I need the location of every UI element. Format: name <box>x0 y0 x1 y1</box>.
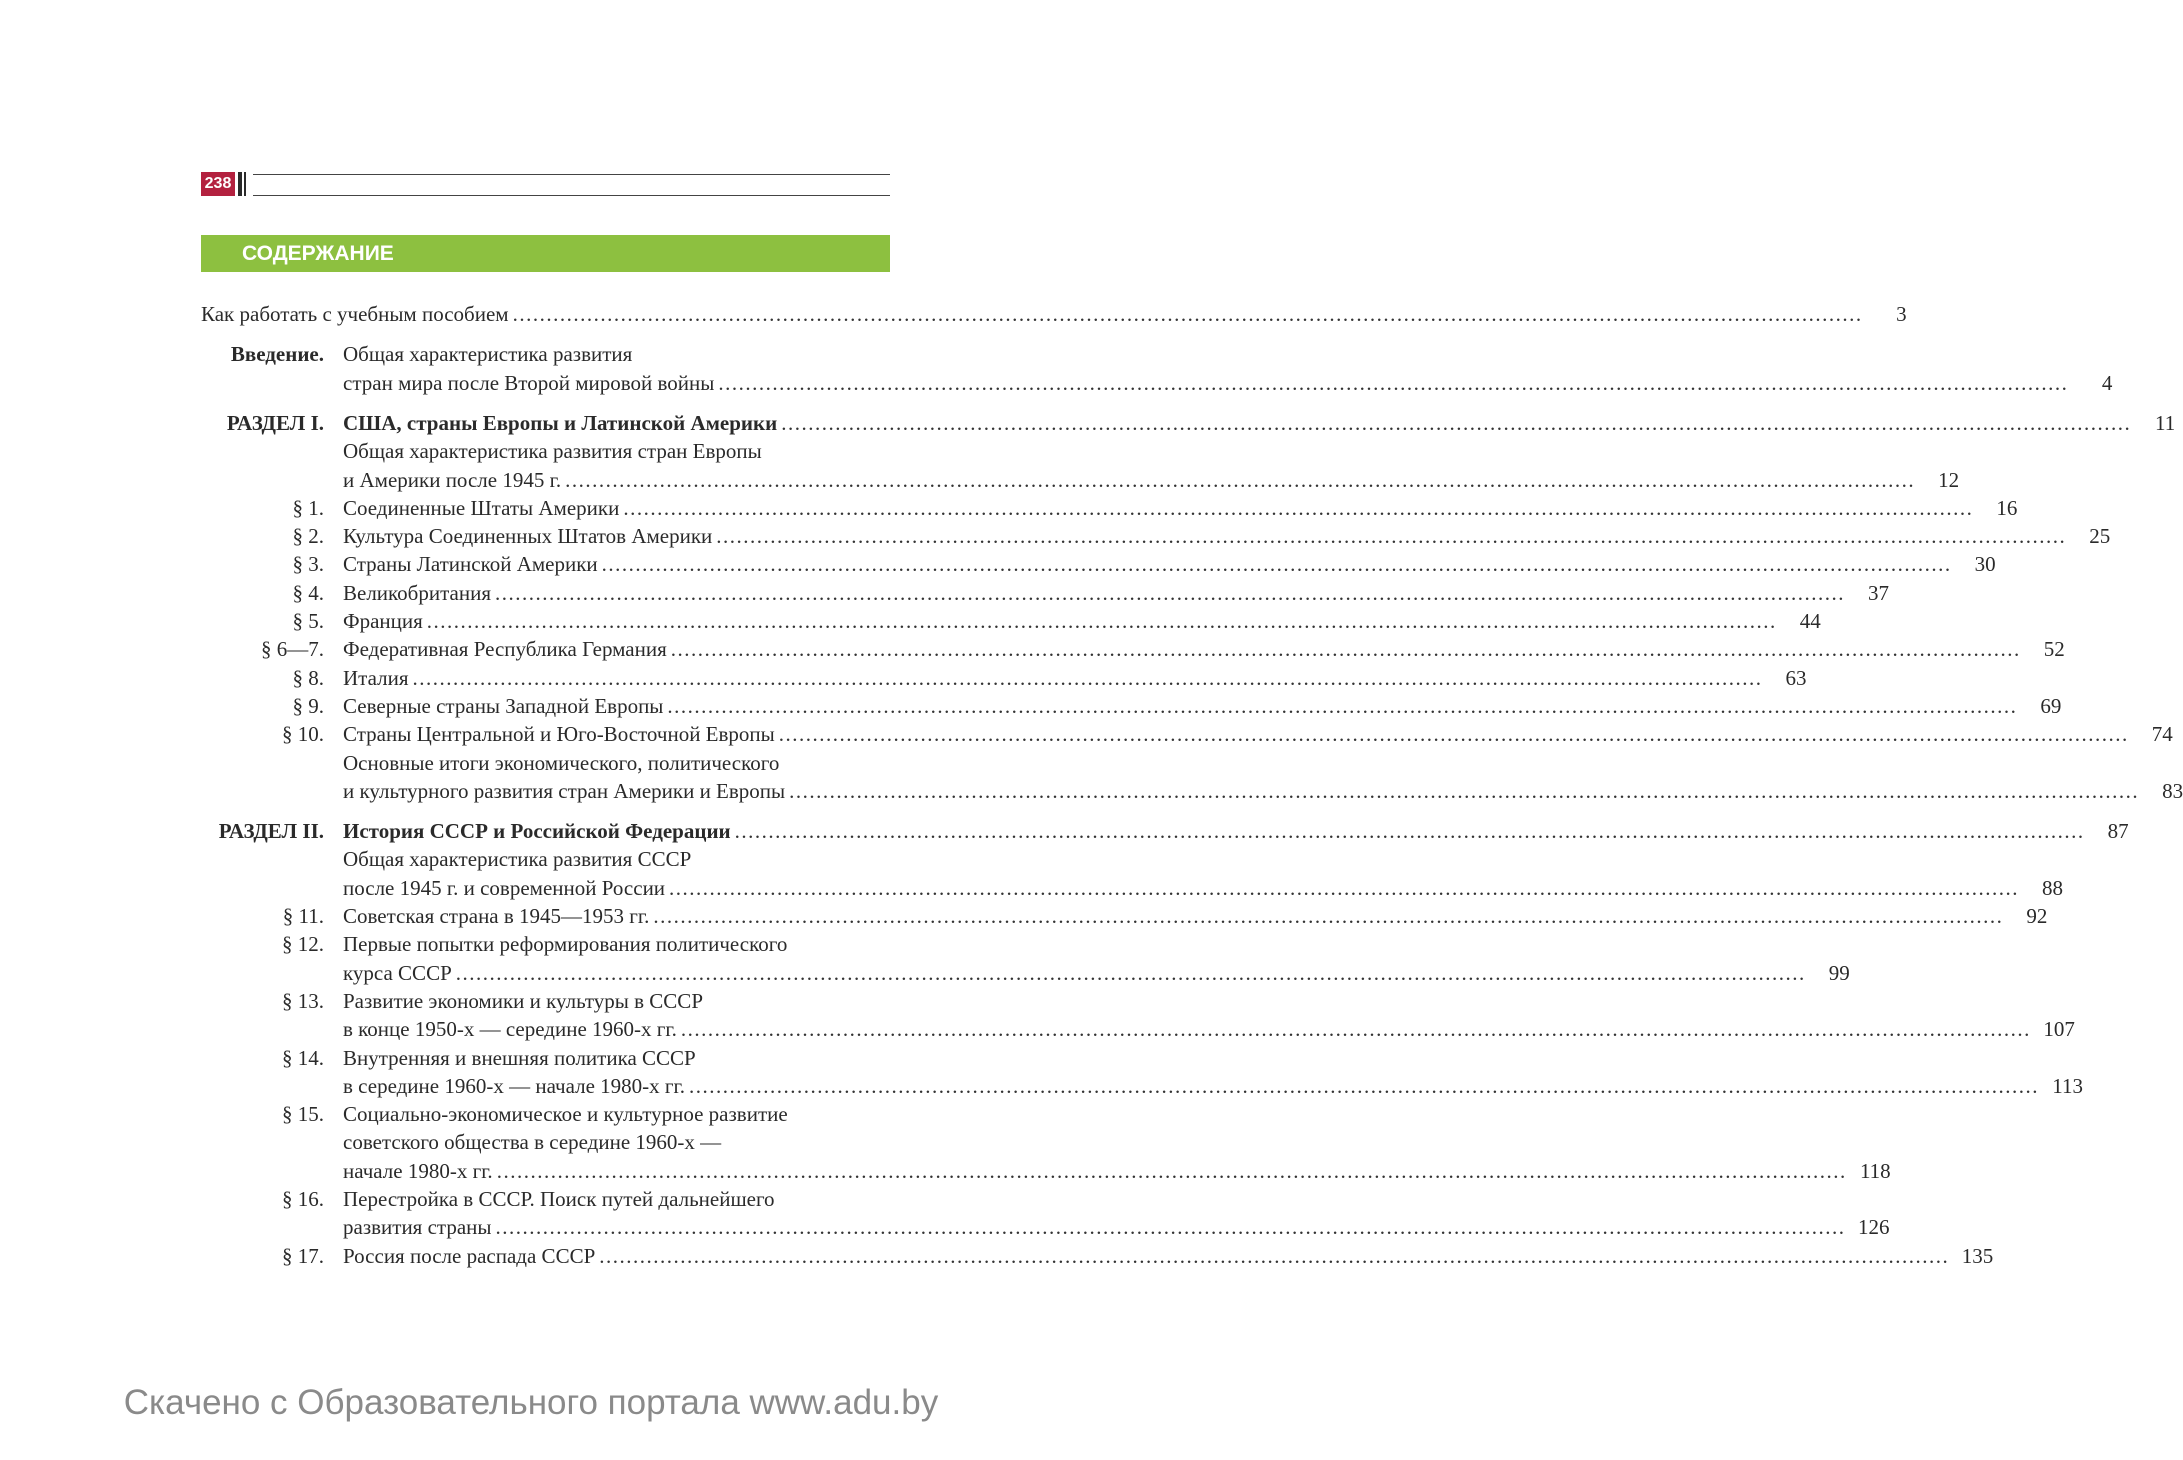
toc-entry-label: § 8. <box>292 665 324 690</box>
toc-entry-title: Культура Соединенных Штатов Америки <box>343 524 713 549</box>
dot-leader: ........................................................................................................................................................................................................ <box>565 467 1916 492</box>
toc-entry[interactable] <box>343 720 2173 748</box>
toc-entry-title: советского общества в середине 1960-х — <box>343 1130 722 1155</box>
toc-entry-label: § 2. <box>292 524 324 549</box>
toc-entry[interactable] <box>343 1015 2075 1043</box>
dot-leader: ........................................................................................................................................................................................................ <box>680 1017 2031 1042</box>
dot-leader: ........................................................................................................................................................................................................ <box>496 1158 1847 1183</box>
toc-entry-title: Социально-экономическое и культурное развитие <box>343 1102 788 1127</box>
toc-page-number: 99 <box>1828 960 1850 985</box>
toc-entry-title: Советская страна в 1945—1953 гг. <box>343 904 650 928</box>
toc-page-number: 3 <box>1896 302 1907 326</box>
toc-entry-label: § 4. <box>292 580 324 605</box>
toc-entry[interactable] <box>343 874 2064 902</box>
dot-leader: ........................................................................................................................................................................................................ <box>734 819 2085 844</box>
toc-entry-label: § 10. <box>282 722 324 747</box>
toc-entry[interactable] <box>343 1072 2084 1100</box>
toc-entry-title: Основные итоги экономического, политического <box>343 750 780 775</box>
toc-entry-title: в середине 1960-х — начале 1980-х гг. <box>343 1073 686 1098</box>
toc-entry-label: § 9. <box>292 693 324 718</box>
dot-leader: ........................................................................................................................................................................................................ <box>412 665 1763 690</box>
toc-entry-label: § 6—7. <box>261 637 324 662</box>
toc-entry-title: Франция <box>343 609 423 633</box>
toc-entry-title: США, страны Европы и Латинской Америки <box>343 410 778 435</box>
toc-page-number: 126 <box>1858 1215 1890 1240</box>
toc-entry-title: и культурного развития стран Америки и Европы <box>343 778 786 803</box>
toc-page-number: 37 <box>1868 580 1889 605</box>
toc-entry-label: § 15. <box>282 1102 324 1127</box>
toc-entry-title: начале 1980-х гг. <box>343 1158 493 1183</box>
toc-entry-title: после 1945 г. и современной России <box>343 875 666 900</box>
page-number-bar-thin <box>244 172 246 196</box>
toc-entry-title: в конце 1950-х — середине 1960-х гг. <box>343 1017 677 1042</box>
page-number-bar <box>238 172 242 196</box>
toc-entry-label: § 1. <box>292 495 324 520</box>
toc-entry[interactable] <box>343 635 2065 663</box>
dot-leader: ........................................................................................................................................................................................................ <box>426 609 1777 633</box>
dot-leader: ........................................................................................................................................................................................................ <box>653 904 2004 928</box>
page-number: 238 <box>201 172 235 196</box>
toc-entry[interactable] <box>343 579 1889 607</box>
toc-page-number: 11 <box>2154 410 2176 435</box>
download-watermark: Скачено с Образовательного портала www.adu.by <box>123 1383 939 1422</box>
dot-leader: ........................................................................................................................................................................................................ <box>778 722 2129 747</box>
dot-leader: ........................................................................................................................................................................................................ <box>689 1073 2040 1098</box>
toc-entry-label: § 5. <box>292 609 324 633</box>
toc-entry-title: Соединенные Штаты Америки <box>343 495 620 520</box>
toc-entry-label: § 16. <box>282 1187 324 1211</box>
dot-leader: ........................................................................................................................................................................................................ <box>512 302 1863 326</box>
toc-entry-title: и Америки после 1945 г. <box>343 467 562 492</box>
header-rule-top <box>253 174 890 175</box>
toc-entry[interactable] <box>343 466 1960 494</box>
toc-entry[interactable] <box>343 494 2018 522</box>
toc-page-number: 52 <box>2043 637 2065 662</box>
toc-entry-title: Страны Центральной и Юго-Восточной Европы <box>343 722 775 747</box>
toc-entry[interactable] <box>343 607 1821 635</box>
toc-entry-label: Введение. <box>230 342 324 367</box>
toc-entry-title: Общая характеристика развития <box>343 342 633 367</box>
toc-entry[interactable] <box>343 664 1807 692</box>
dot-leader: ........................................................................................................................................................................................................ <box>781 410 2132 435</box>
toc-page-number: 63 <box>1785 665 1807 690</box>
toc-entry-title: Северные страны Западной Европы <box>343 693 664 718</box>
dot-leader: ........................................................................................................................................................................................................ <box>495 580 1845 605</box>
toc-entry[interactable] <box>343 550 1996 578</box>
toc-entry-title: Италия <box>343 665 409 690</box>
toc-page-number: 30 <box>1974 552 1996 577</box>
toc-entry-title: курса СССР <box>343 960 452 985</box>
dot-leader: ........................................................................................................................................................................................................ <box>623 495 1974 520</box>
toc-entry-label: § 3. <box>292 552 324 577</box>
toc-entry[interactable] <box>343 1213 1890 1241</box>
toc-page-number: 12 <box>1938 467 1960 492</box>
dot-leader: ........................................................................................................................................................................................................ <box>599 1243 1950 1268</box>
header-rule-bottom <box>253 195 890 196</box>
dot-leader: ........................................................................................................................................................................................................ <box>601 552 1952 577</box>
dot-leader: ........................................................................................................................................................................................................ <box>789 778 2140 803</box>
toc-entry[interactable] <box>343 1242 1994 1270</box>
toc-entry[interactable] <box>343 1157 1891 1185</box>
toc-entry-title: развития страны <box>343 1215 492 1240</box>
toc-entry-title: Как работать с учебным пособием <box>201 302 509 326</box>
toc-entry-title: Россия после распада СССР <box>343 1243 596 1268</box>
toc-page-number: 118 <box>1859 1158 1891 1183</box>
dot-leader: ........................................................................................................................................................................................................ <box>718 370 2069 395</box>
toc-entry-title: Развитие экономики и культуры в СССР <box>343 988 703 1013</box>
toc-page-number: 107 <box>2043 1017 2075 1042</box>
toc-entry-title: Общая характеристика развития СССР <box>343 847 692 872</box>
dot-leader: ........................................................................................................................................................................................................ <box>495 1215 1846 1240</box>
toc-page-number: 87 <box>2107 819 2129 844</box>
toc-entry-label: § 14. <box>282 1045 324 1070</box>
toc-page-number: 44 <box>1799 609 1821 633</box>
dot-leader: ........................................................................................................................................................................................................ <box>670 637 2021 662</box>
toc-entry[interactable] <box>343 369 2113 397</box>
toc-entry[interactable] <box>343 522 2111 550</box>
toc-entry-label: РАЗДЕЛ I. <box>226 410 324 435</box>
toc-page-number: 88 <box>2042 875 2064 900</box>
toc-entry[interactable] <box>201 300 1907 328</box>
toc-entry-label: § 17. <box>282 1243 324 1268</box>
toc-entry-title: Первые попытки реформирования политического <box>343 932 788 957</box>
toc-entry[interactable] <box>343 409 2176 437</box>
contents-banner: СОДЕРЖАНИЕ <box>201 235 890 272</box>
toc-page-number: 113 <box>2052 1073 2084 1098</box>
toc-entry[interactable] <box>343 692 2062 720</box>
toc-entry-label: § 11. <box>282 904 324 928</box>
toc-page-number: 83 <box>2162 778 2183 803</box>
toc-entry-label: РАЗДЕЛ II. <box>218 819 324 844</box>
toc-entry-title: стран мира после Второй мировой войны <box>343 370 715 395</box>
toc-page-number: 69 <box>2040 693 2062 718</box>
dot-leader: ........................................................................................................................................................................................................ <box>667 693 2018 718</box>
dot-leader: ........................................................................................................................................................................................................ <box>669 875 2020 900</box>
toc-page-number: 25 <box>2089 524 2111 549</box>
toc-entry-title: Внутренняя и внешняя политика СССР <box>343 1045 696 1070</box>
toc-page-number: 16 <box>1996 495 2018 520</box>
toc-entry-title: История СССР и Российской Федерации <box>343 819 731 844</box>
toc-entry-title: Общая характеристика развития стран Европы <box>343 439 762 464</box>
toc-page-number: 4 <box>2101 370 2113 395</box>
toc-entry[interactable] <box>343 959 1850 987</box>
toc-entry-label: § 12. <box>282 932 324 957</box>
dot-leader: ........................................................................................................................................................................................................ <box>455 960 1806 985</box>
toc-page-number: 135 <box>1961 1243 1994 1268</box>
toc-entry-title: Федеративная Республика Германия <box>343 637 667 662</box>
toc-entry-title: Перестройка в СССР. Поиск путей дальнейшего <box>343 1187 775 1211</box>
toc-entry-label: § 13. <box>282 988 324 1013</box>
toc-page-number: 74 <box>2151 722 2173 747</box>
toc-entry-title: Великобритания <box>343 580 491 605</box>
toc-entry[interactable] <box>343 817 2129 845</box>
toc-entry-title: Страны Латинской Америки <box>343 552 598 577</box>
toc-page-number: 92 <box>2026 904 2048 928</box>
dot-leader: ........................................................................................................................................................................................................ <box>716 524 2067 549</box>
toc-entry[interactable] <box>343 777 2183 805</box>
toc-entry[interactable] <box>343 902 2048 930</box>
